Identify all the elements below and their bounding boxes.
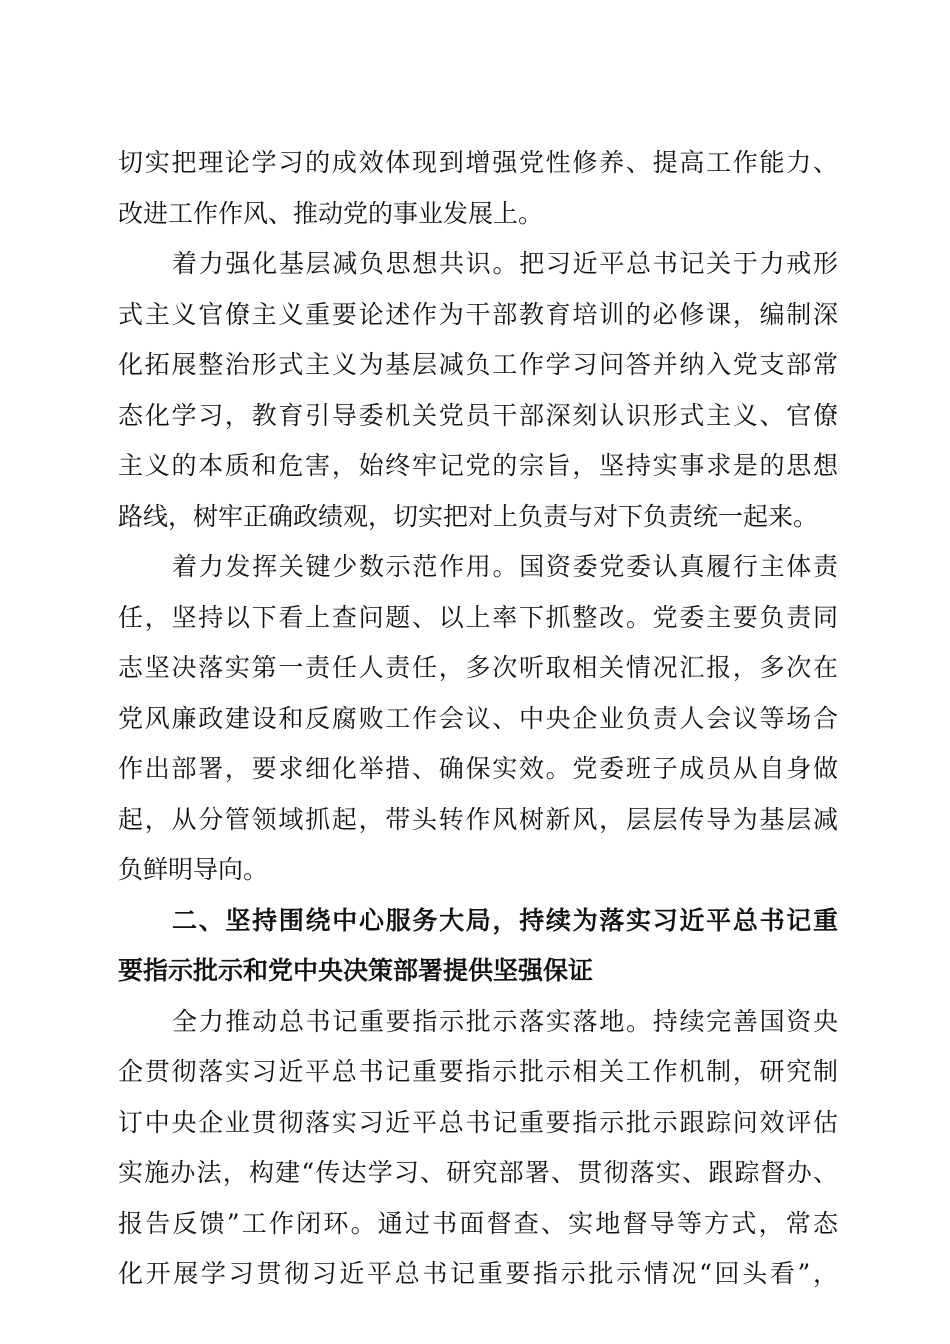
text-line: 实施办法，构建“传达学习、研究部署、贯彻落实、跟踪督办、 [118, 1158, 838, 1187]
text-line: 企贯彻落实习近平总书记重要指示批示相关工作机制，研究制 [118, 1057, 838, 1086]
text-line: 式主义官僚主义重要论述作为干部教育培训的必修课，编制深 [118, 299, 838, 329]
text-line: 路线，树牢正确政绩观，切实把对上负责与对下负责统一起来。 [118, 501, 819, 531]
paragraph-key-minority-role [118, 542, 838, 896]
paragraph-instructions-implementation [118, 997, 838, 1300]
heading-line: 要指示批示和党中央决策部署提供坚强保证 [118, 956, 594, 985]
text-line: 态化学习，教育引导委机关党员干部深刻认识形式主义、官僚 [118, 400, 838, 430]
heading-line: 二、坚持围绕中心服务大局，持续为落实习近平总书记重 [172, 905, 838, 935]
text-line: 切实把理论学习的成效体现到增强党性修养、提高工作能力、 [118, 148, 838, 177]
text-line: 改进工作作风、推动党的事业发展上。 [118, 198, 544, 228]
text-line: 订中央企业贯彻落实习近平总书记重要指示批示跟踪问效评估 [118, 1107, 838, 1137]
text-line: 主义的本质和危害，始终牢记党的宗旨，坚持实事求是的思想 [118, 451, 838, 480]
text-line: 着力发挥关键少数示范作用。国资委党委认真履行主体责 [172, 552, 838, 581]
text-line: 着力强化基层减负思想共识。把习近平总书记关于力戒形 [172, 249, 838, 278]
text-line: 负鲜明导向。 [118, 855, 269, 884]
text-line: 作出部署，要求细化举措、确保实效。党委班子成员从自身做 [118, 754, 838, 783]
text-line: 志坚决落实第一责任人责任，多次听取相关情况汇报，多次在 [118, 653, 838, 682]
text-line: 全力推动总书记重要指示批示落实落地。持续完善国资央 [172, 1006, 838, 1036]
text-line: 任，坚持以下看上查问题、以上率下抓整改。党委主要负责同 [118, 602, 838, 632]
paragraph-reduce-burden-consensus [118, 239, 838, 542]
text-line: 报告反馈”工作闭环。通过书面督查、实地督导等方式，常态 [118, 1208, 838, 1238]
paragraph-continuation [118, 138, 838, 239]
text-line: 起，从分管领域抓起，带头转作风树新风，层层传导为基层减 [118, 804, 838, 834]
text-line: 化拓展整治形式主义为基层减负工作学习问答并纳入党支部常 [118, 350, 838, 379]
document-body [118, 138, 838, 1300]
section-heading-two [118, 896, 838, 997]
text-line: 化开展学习贯彻习近平总书记重要指示批示情况“回头看”， [118, 1259, 838, 1288]
text-line: 党风廉政建设和反腐败工作会议、中央企业负责人会议等场合 [118, 703, 838, 733]
